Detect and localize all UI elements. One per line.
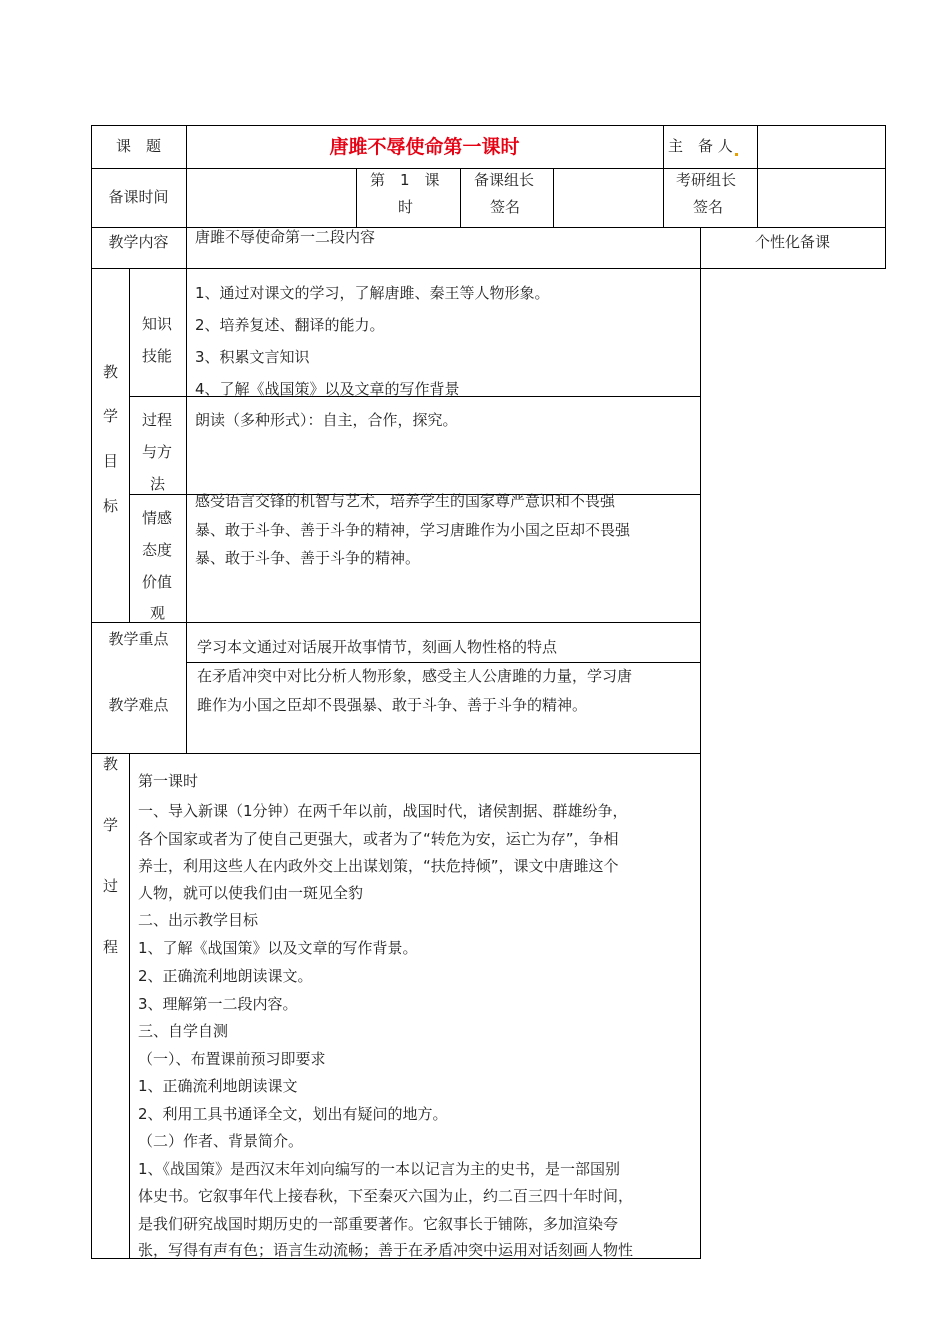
rule — [129, 753, 130, 1259]
leader-sign-line2: 签名 — [490, 198, 521, 216]
knowledge-item: 1、通过对课文的学习，了解唐雎、秦王等人物形象。 — [195, 284, 550, 302]
leader-sign-line1: 备课组长 — [474, 171, 535, 189]
emotion-line: 暴、敢于斗争、善于斗争的精神，学习唐雎作为小国之臣却不畏强 — [195, 521, 631, 539]
lesson-title: 唐雎不辱使命第一课时 — [329, 136, 520, 158]
topic-label: 课 题 — [115, 137, 161, 155]
rule — [91, 125, 92, 1259]
process-line: 1、正确流利地朗读课文 — [138, 1077, 298, 1095]
process-section-char: 程 — [103, 938, 119, 956]
rule — [186, 662, 701, 663]
rule — [460, 168, 461, 227]
emotion-line: 暴、敢于斗争、善于斗争的精神。 — [195, 549, 421, 567]
emotion-label-line2: 态度 — [142, 541, 173, 559]
process-line: 体史书。它叙事年代上接春秋，下至秦灭六国为止，约二百三四十年时间， — [138, 1187, 634, 1205]
research-sign-line2: 签名 — [693, 198, 724, 216]
process-label-line2: 与方 — [142, 443, 173, 461]
emotion-label-line1: 情感 — [142, 509, 173, 527]
process-line: （一）、布置课前预习即要求 — [138, 1050, 326, 1068]
process-line: 张，写得有声有色；语言生动流畅；善于在矛盾冲突中运用对话刻画人物性 — [138, 1241, 634, 1259]
goals-label-char: 目 — [103, 452, 119, 470]
rule — [885, 227, 886, 269]
goals-label-char: 教 — [103, 363, 119, 381]
process-line: 第一课时 — [138, 772, 199, 790]
rule — [91, 125, 886, 126]
rule — [700, 227, 701, 1259]
emotion-label-line4: 观 — [150, 604, 166, 622]
rule — [186, 268, 187, 622]
rule — [91, 753, 701, 754]
rule — [663, 125, 664, 227]
rule — [885, 125, 886, 227]
rule — [91, 168, 886, 169]
process-line: 各个国家或者为了使自己更强大，或者为了“转危为安，运亡为存”，争相 — [138, 830, 619, 848]
process-line: 2、正确流利地朗读课文。 — [138, 967, 313, 985]
process-line: 是我们研究战国时期历史的一部重要著作。它叙事长于铺陈，多加渲染夸 — [138, 1215, 619, 1233]
process-line: 人物，就可以使我们由一斑见全豹 — [138, 884, 364, 902]
content-text: 唐雎不辱使命第一二段内容 — [195, 228, 376, 246]
emotion-line: 感受语言交锋的机智与艺术，培养学生的国家尊严意识和不畏强 — [195, 492, 616, 510]
rule — [356, 168, 357, 227]
content-label: 教学内容 — [108, 233, 169, 251]
rule — [91, 268, 886, 269]
knowledge-label-line2: 技能 — [142, 347, 173, 365]
lesson-no-line1: 第 1 课 — [370, 171, 440, 189]
process-line: 二、出示教学目标 — [138, 911, 259, 929]
knowledge-label-line1: 知识 — [142, 315, 173, 333]
knowledge-item: 2、培养复述、翻译的能力。 — [195, 316, 385, 334]
research-sign-line1: 考研组长 — [676, 171, 737, 189]
knowledge-item: 3、积累文言知识 — [195, 348, 310, 366]
emotion-label-line3: 价值 — [142, 573, 173, 591]
process-line: 养士，利用这些人在内政外交上出谋划策，“扶危持倾”，课文中唐雎这个 — [138, 857, 619, 875]
process-line: 1、《战国策》是西汉末年刘向编写的一本以记言为主的史书，是一部国别 — [138, 1160, 621, 1178]
process-label-line3: 法 — [150, 475, 166, 493]
key-point-text: 学习本文通过对话展开故事情节，刻画人物性格的特点 — [197, 638, 558, 656]
process-section-char: 教 — [103, 755, 119, 773]
process-text: 朗读（多种形式）：自主，合作，探究。 — [195, 411, 458, 429]
rule — [91, 622, 701, 623]
process-line: 3、理解第一二段内容。 — [138, 995, 298, 1013]
preparer-label: 主 备 人 — [668, 136, 738, 156]
process-label-line1: 过程 — [142, 411, 173, 429]
rule — [129, 268, 130, 622]
process-line: 一、导入新课（1分钟）在两千年以前，战国时代，诸侯割据、群雄纷争， — [138, 802, 628, 820]
personal-notes-label: 个性化备课 — [754, 233, 830, 251]
difficulty-line: 雎作为小国之臣却不畏强暴、敢于斗争、善于斗争的精神。 — [197, 696, 588, 714]
process-line: 1、了解《战国策》以及文章的写作背景。 — [138, 939, 418, 957]
rule — [553, 168, 554, 227]
key-point-label: 教学重点 — [108, 630, 169, 648]
knowledge-item: 4、了解《战国策》以及文章的写作背景 — [195, 380, 460, 398]
process-section-char: 学 — [103, 816, 119, 834]
prep-time-label: 备课时间 — [108, 188, 169, 206]
lesson-no-line2: 时 — [398, 198, 414, 216]
difficulty-label: 教学难点 — [108, 696, 169, 714]
difficulty-line: 在矛盾冲突中对比分析人物形象，感受主人公唐雎的力量，学习唐 — [197, 667, 633, 685]
process-line: 2、利用工具书通译全文，划出有疑问的地方。 — [138, 1105, 448, 1123]
goals-label-char: 学 — [103, 407, 119, 425]
rule — [757, 125, 758, 227]
process-section-char: 过 — [103, 877, 119, 895]
process-line: 三、自学自测 — [138, 1022, 229, 1040]
goals-label-char: 标 — [103, 497, 119, 515]
rule — [186, 622, 187, 753]
process-line: （二）作者、背景简介。 — [138, 1132, 304, 1150]
